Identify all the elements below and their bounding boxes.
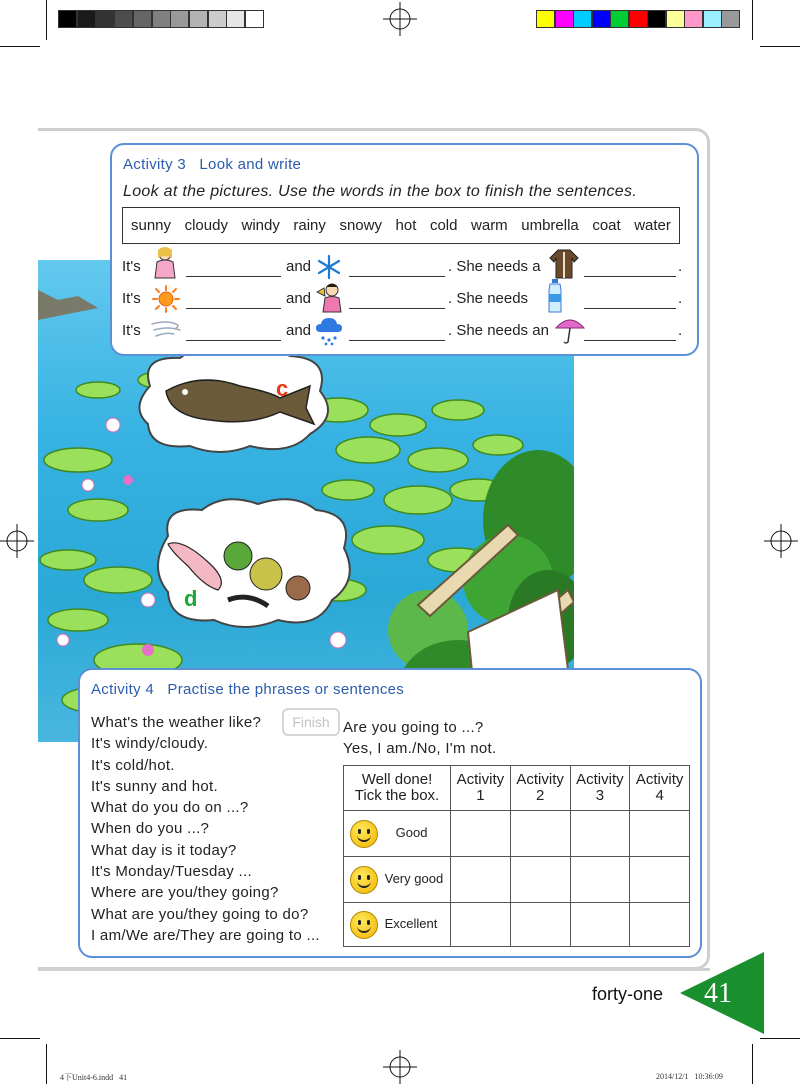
file-info: 4下Unit4-6.indd 41 [60, 1073, 128, 1082]
rating-very-good [344, 857, 451, 903]
row-end: . [678, 258, 683, 275]
phrase-line: Where are you/they going? [91, 884, 279, 902]
activity4-title: Activity 4 Practise the phrases or sentences [91, 681, 405, 698]
registration-mark-icon [383, 1050, 417, 1084]
crop-mark [752, 0, 753, 40]
header-line: Activity [456, 771, 505, 788]
header-line: Activity [516, 771, 564, 788]
answer-blank[interactable] [584, 308, 676, 309]
tick-table [343, 765, 690, 947]
answer-blank[interactable] [349, 276, 445, 277]
finish-sign [282, 708, 340, 736]
gray-swatch [226, 10, 245, 28]
activity3-title: Activity 3 Look and write [123, 156, 302, 173]
gray-swatch [245, 10, 264, 28]
print-timestamp: 2014/12/1 10:36:09 [656, 1072, 723, 1081]
answer-blank[interactable] [584, 276, 676, 277]
color-swatch [721, 10, 740, 28]
row-end: . [678, 322, 683, 339]
wind-icon [150, 316, 182, 340]
color-swatch [573, 10, 592, 28]
sentence-row-3 [122, 322, 692, 342]
answer-blank[interactable] [349, 340, 445, 341]
phrase-line: It's cold/hot. [91, 756, 175, 774]
row-mid: . She needs a [448, 258, 541, 275]
tick-cell[interactable] [510, 857, 570, 903]
gray-swatch [114, 10, 133, 28]
row-start: It's [122, 322, 141, 339]
crop-mark [46, 1044, 47, 1084]
row-and: and [286, 290, 312, 307]
finish-sign-label: Finish [292, 714, 330, 730]
phrase-line: I am/We are/They are going to ... [91, 926, 320, 944]
phrase-line: Are you going to ...? [343, 719, 484, 736]
rain-cloud-icon [314, 316, 344, 346]
umbrella-icon [554, 316, 586, 344]
header-activity-2 [510, 766, 570, 811]
rating-excellent [344, 903, 451, 947]
gray-swatch [133, 10, 152, 28]
header-line: Well done! [361, 771, 433, 788]
phrase-line: When do you ...? [91, 820, 210, 838]
answer-blank[interactable] [186, 308, 281, 309]
sentence-row-2 [122, 290, 692, 310]
rating-label: Excellent [384, 915, 438, 931]
header-line: Activity [576, 771, 624, 788]
color-swatch [536, 10, 555, 28]
header-line: Tick the box. [354, 787, 440, 804]
header-activity-3 [570, 766, 630, 811]
word-box-item: snowy [339, 217, 382, 234]
color-swatch [647, 10, 666, 28]
phrase-line: It's windy/cloudy. [91, 735, 209, 753]
smiley-icon [350, 866, 378, 894]
row-and: and [286, 322, 312, 339]
gray-swatch [77, 10, 96, 28]
coat-icon [548, 248, 580, 280]
answer-blank[interactable] [584, 340, 676, 341]
phrase-line: It's Monday/Tuesday ... [91, 863, 252, 881]
registration-mark-icon [0, 524, 34, 558]
tick-cell[interactable] [510, 903, 570, 947]
tick-cell[interactable] [570, 903, 630, 947]
page-word: forty-one [592, 984, 664, 1004]
word-box-item: cloudy [184, 217, 228, 234]
tick-cell[interactable] [630, 857, 690, 903]
crop-mark [0, 1038, 40, 1039]
thought-bubble-fish [130, 346, 340, 456]
registration-mark-icon [383, 2, 417, 36]
row-mid: . She needs an [448, 322, 549, 339]
color-swatch [703, 10, 722, 28]
gray-swatch [95, 10, 114, 28]
word-box-item: hot [395, 217, 417, 234]
word-box [122, 207, 680, 244]
tick-cell[interactable] [570, 811, 630, 857]
word-box-item: coat [592, 217, 621, 234]
sentence-row-1 [122, 258, 692, 278]
bottom-rule [38, 968, 710, 971]
crop-mark [760, 46, 800, 47]
color-swatch [592, 10, 611, 28]
registration-mark-icon [764, 524, 798, 558]
row-mid: . She needs [448, 290, 529, 307]
crop-mark [46, 0, 47, 40]
row-end: . [678, 290, 683, 307]
color-swatch [684, 10, 703, 28]
rating-label: Good [395, 824, 428, 840]
crop-mark [760, 1038, 800, 1039]
smiley-icon [350, 820, 378, 848]
color-swatch [666, 10, 685, 28]
phrase-line: What day is it today? [91, 841, 237, 859]
header-line: 4 [655, 787, 664, 804]
answer-blank[interactable] [349, 308, 445, 309]
tick-cell[interactable] [451, 811, 511, 857]
word-box-item: water [634, 217, 671, 234]
smiley-icon [350, 911, 378, 939]
page-number: 41 [704, 978, 732, 1009]
word-box-item: windy [241, 217, 280, 234]
phrase-line: Yes, I am./No, I'm not. [343, 740, 497, 758]
tick-cell[interactable] [451, 857, 511, 903]
sun-icon [152, 285, 180, 313]
color-swatch [555, 10, 574, 28]
header-well-done [344, 766, 451, 811]
gray-swatch [58, 10, 77, 28]
tick-cell[interactable] [510, 811, 570, 857]
bubble-letter-c: c [276, 376, 289, 401]
girl-fanning-icon [316, 282, 346, 314]
row-and: and [286, 258, 312, 275]
gray-swatch [189, 10, 208, 28]
gray-swatch [208, 10, 227, 28]
gray-swatch [152, 10, 171, 28]
word-box-item: sunny [131, 217, 172, 234]
header-activity-4 [630, 766, 690, 811]
row-start: It's [122, 258, 141, 275]
word-box-item: warm [471, 217, 508, 234]
tick-cell[interactable] [630, 903, 690, 947]
rating-good [344, 811, 451, 857]
header-line: Activity [635, 771, 684, 788]
header-activity-1 [451, 766, 511, 811]
activity3-instruction: Look at the pictures. Use the words in the box to finish the sentences. [123, 183, 638, 200]
rating-label: Very good [384, 870, 444, 886]
phrase-line: What's the weather like? [91, 714, 262, 731]
phrase-line: What do you do on ...? [91, 799, 249, 817]
tick-cell[interactable] [451, 903, 511, 947]
word-box-item: umbrella [521, 217, 579, 234]
thought-bubble-food [148, 496, 360, 632]
bubble-letter-d: d [184, 586, 198, 611]
answer-blank[interactable] [186, 340, 281, 341]
tick-cell[interactable] [570, 857, 630, 903]
phrase-line: What are you/they going to do? [91, 905, 309, 923]
header-line: 2 [535, 787, 545, 804]
color-swatch [610, 10, 629, 28]
phrase-line: It's sunny and hot. [91, 777, 218, 795]
left-phrases [91, 712, 351, 946]
crop-mark [0, 46, 40, 47]
word-box-item: cold [429, 217, 458, 234]
water-bottle-icon [546, 278, 564, 314]
word-box-item: rainy [293, 217, 326, 234]
header-line: 1 [476, 787, 485, 804]
color-swatch [629, 10, 648, 28]
right-phrases [343, 717, 583, 760]
header-line: 3 [595, 787, 605, 804]
tick-cell[interactable] [630, 811, 690, 857]
row-start: It's [122, 290, 141, 307]
snowflake-icon [316, 254, 342, 280]
answer-blank[interactable] [186, 276, 281, 277]
woman-in-pink-icon [150, 246, 180, 280]
gray-swatch [170, 10, 189, 28]
crop-mark [752, 1044, 753, 1084]
